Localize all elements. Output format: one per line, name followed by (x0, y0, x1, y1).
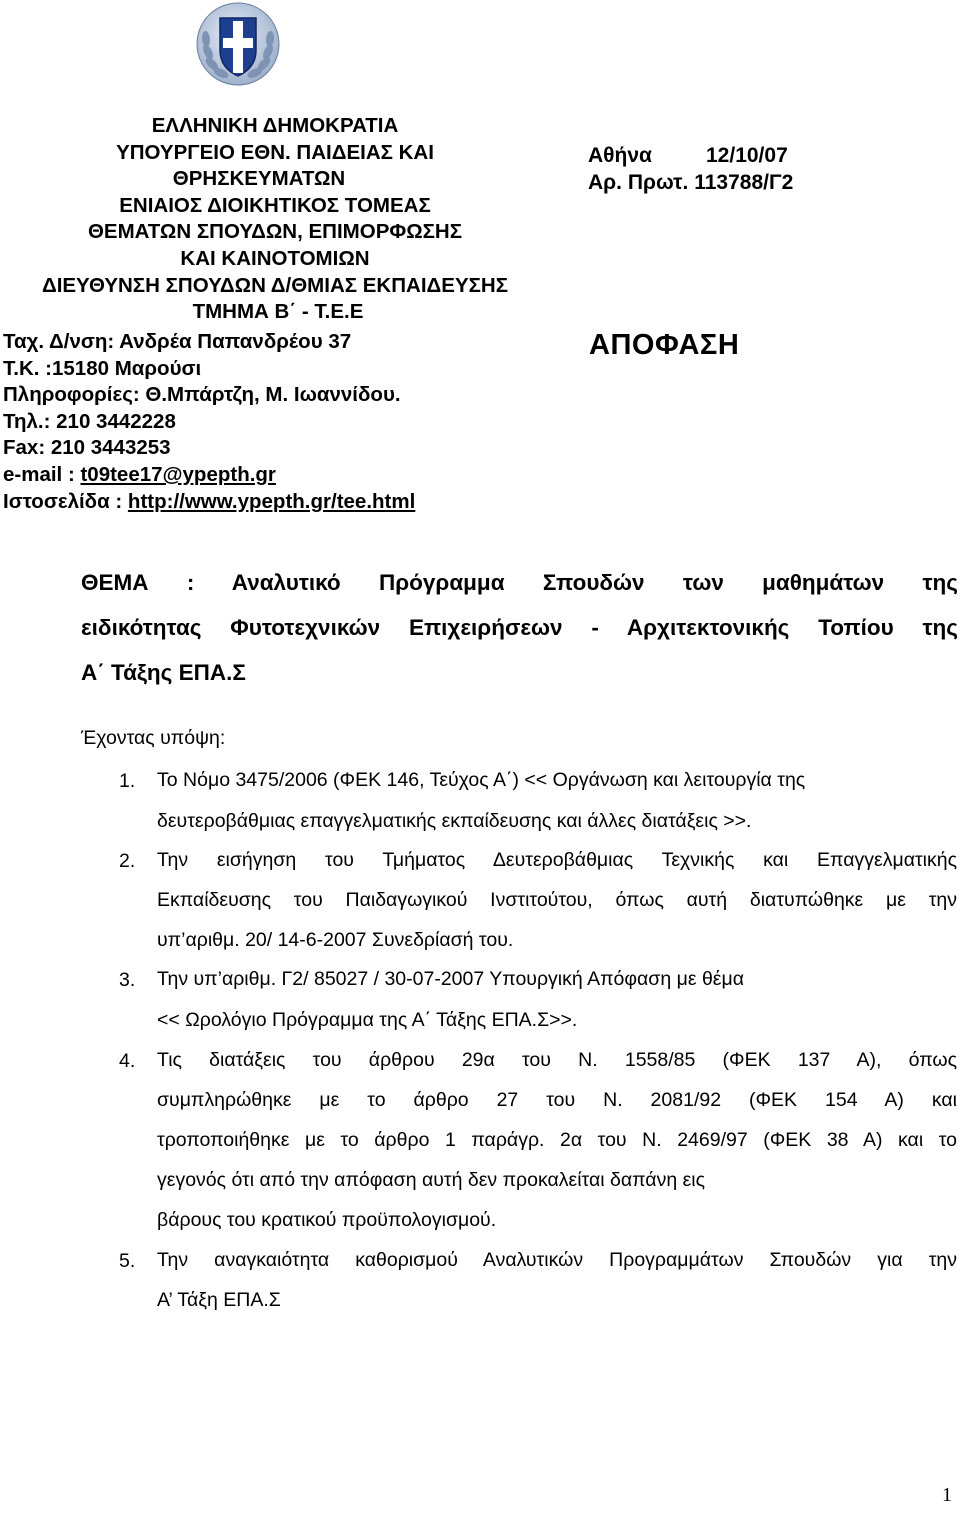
date: 12/10/07 (706, 144, 788, 167)
date-row (588, 144, 788, 168)
header-line: ΘΕΜΑΤΩΝ ΣΠΟΥΔΩΝ, ΕΠΙΜΟΡΦΩΣΗΣ (87, 220, 463, 244)
contact-info (3, 329, 563, 515)
item-line: Την εισήγηση του Τμήματος Δευτεροβάθμιας Τεχνικής και Επαγγελματικής (157, 849, 957, 871)
greek-coat-of-arms-emblem (196, 2, 280, 86)
fax: Fax: 210 3443253 (3, 436, 171, 460)
item-line: γεγονός ότι από την απόφαση αυτή δεν προκαλείται δαπάνη εις (157, 1169, 705, 1191)
subject-line: ειδικότητας Φυτοτεχνικών Επιχειρήσεων - Αρχιτεκτονικής Τοπίου της (81, 615, 958, 640)
website-link[interactable]: http://www.ypepth.gr/tee.html (127, 489, 416, 513)
item-number: 4. (119, 1050, 136, 1072)
item-number: 5. (119, 1250, 136, 1272)
header-line: ΕΝΙΑΙΟΣ ΔΙΟΙΚΗΤΙΚΟΣ ΤΟΜΕΑΣ (119, 193, 431, 217)
protocol-label: Αρ. Πρωτ. (588, 171, 689, 194)
item-number: 3. (119, 969, 136, 991)
website-label: Ιστοσελίδα : (3, 489, 128, 513)
item-line: υπ’αριθμ. 20/ 14-6-2007 Συνεδρίασή του. (157, 929, 514, 951)
city: Αθήνα (588, 144, 652, 167)
info-contacts: Πληροφορίες: Θ.Μπάρτζη, Μ. Ιωαννίδου. (3, 383, 401, 407)
header-line: ΚΑΙ ΚΑΙΝΟΤΟΜΙΩΝ (180, 246, 370, 270)
item-line: συμπληρώθηκε με το άρθρο 27 του Ν. 2081/92 (ΦΕΚ 154 Α) και (157, 1089, 957, 1111)
item-line: Τις διατάξεις του άρθρου 29α του Ν. 1558/85 (ΦΕΚ 137 Α), όπως (157, 1049, 957, 1071)
email-row (3, 462, 563, 489)
header-line: ΕΛΛΗΝΙΚΗ ΔΗΜΟΚΡΑΤΙΑ (151, 114, 399, 137)
item-line: Την αναγκαιότητα καθορισμού Αναλυτικών Προγραμμάτων Σπουδών για την (157, 1249, 957, 1271)
header-line: ΘΡΗΣΚΕΥΜΑΤΩΝ (172, 167, 346, 191)
subject (81, 560, 958, 650)
item-number: 1. (119, 770, 136, 792)
address: Ταχ. Δ/νση: Ανδρέα Παπανδρέου 37 (3, 330, 352, 353)
item-line: Εκπαίδευσης του Παιδαγωγικού Ινστιτούτου, όπως αυτή διατυπώθηκε με την (157, 889, 957, 911)
considering-heading: Έχοντας υπόψη: (81, 727, 226, 749)
item-line: Την υπ’αριθμ. Γ2/ 85027 / 30-07-2007 Υπουργική Απόφαση με θέμα (157, 968, 744, 990)
item-line: << Ωρολόγιο Πρόγραμμα της Α΄ Τάξης ΕΠΑ.Σ>>. (157, 1009, 578, 1031)
protocol-number: 113788/Γ2 (694, 171, 794, 194)
header-line: ΤΜΗΜΑ Β΄ - Τ.Ε.Ε (192, 300, 364, 324)
item-line: βάρους του κρατικού προϋπολογισμού. (157, 1209, 497, 1231)
item-line: τροποποιήθηκε με το άρθρο 1 παράγρ. 2α του Ν. 2469/97 (ΦΕΚ 38 Α) και το (157, 1129, 957, 1151)
item-line: Α’ Τάξη ΕΠΑ.Σ (157, 1289, 281, 1311)
decision-title: ΑΠΟΦΑΣΗ (589, 329, 740, 361)
page-number: 1 (942, 1484, 952, 1506)
ministry-header (0, 113, 550, 326)
header-line: ΥΠΟΥΡΓΕΙΟ ΕΘΝ. ΠΑΙΔΕΙΑΣ ΚΑΙ (116, 140, 434, 164)
protocol-row (588, 171, 793, 195)
email-link[interactable]: t09tee17@ypepth.gr (80, 462, 276, 486)
email-label: e-mail : (3, 462, 81, 486)
website-row (3, 489, 563, 516)
item-line: δευτεροβάθμιας επαγγελματικής εκπαίδευσης και άλλες διατάξεις >>. (157, 810, 752, 832)
item-number: 2. (119, 850, 136, 872)
item-line: Το Νόμο 3475/2006 (ΦΕΚ 146, Τεύχος Α΄) << Οργάνωση και λειτουργία της (157, 769, 806, 791)
header-line: ΔΙΕΥΘΥΝΣΗ ΣΠΟΥΔΩΝ Δ/ΘΜΙΑΣ ΕΚΠΑΙΔΕΥΣΗΣ (41, 273, 509, 297)
phone: Τηλ.: 210 3442228 (3, 409, 176, 433)
subject-line: Α΄ Τάξης ΕΠΑ.Σ (81, 660, 246, 685)
postal-code: Τ.Κ. :15180 Μαρούσι (3, 356, 202, 380)
subject-line: ΘΕΜΑ : Αναλυτικό Πρόγραμμα Σπουδών των μαθημάτων της (81, 570, 958, 595)
